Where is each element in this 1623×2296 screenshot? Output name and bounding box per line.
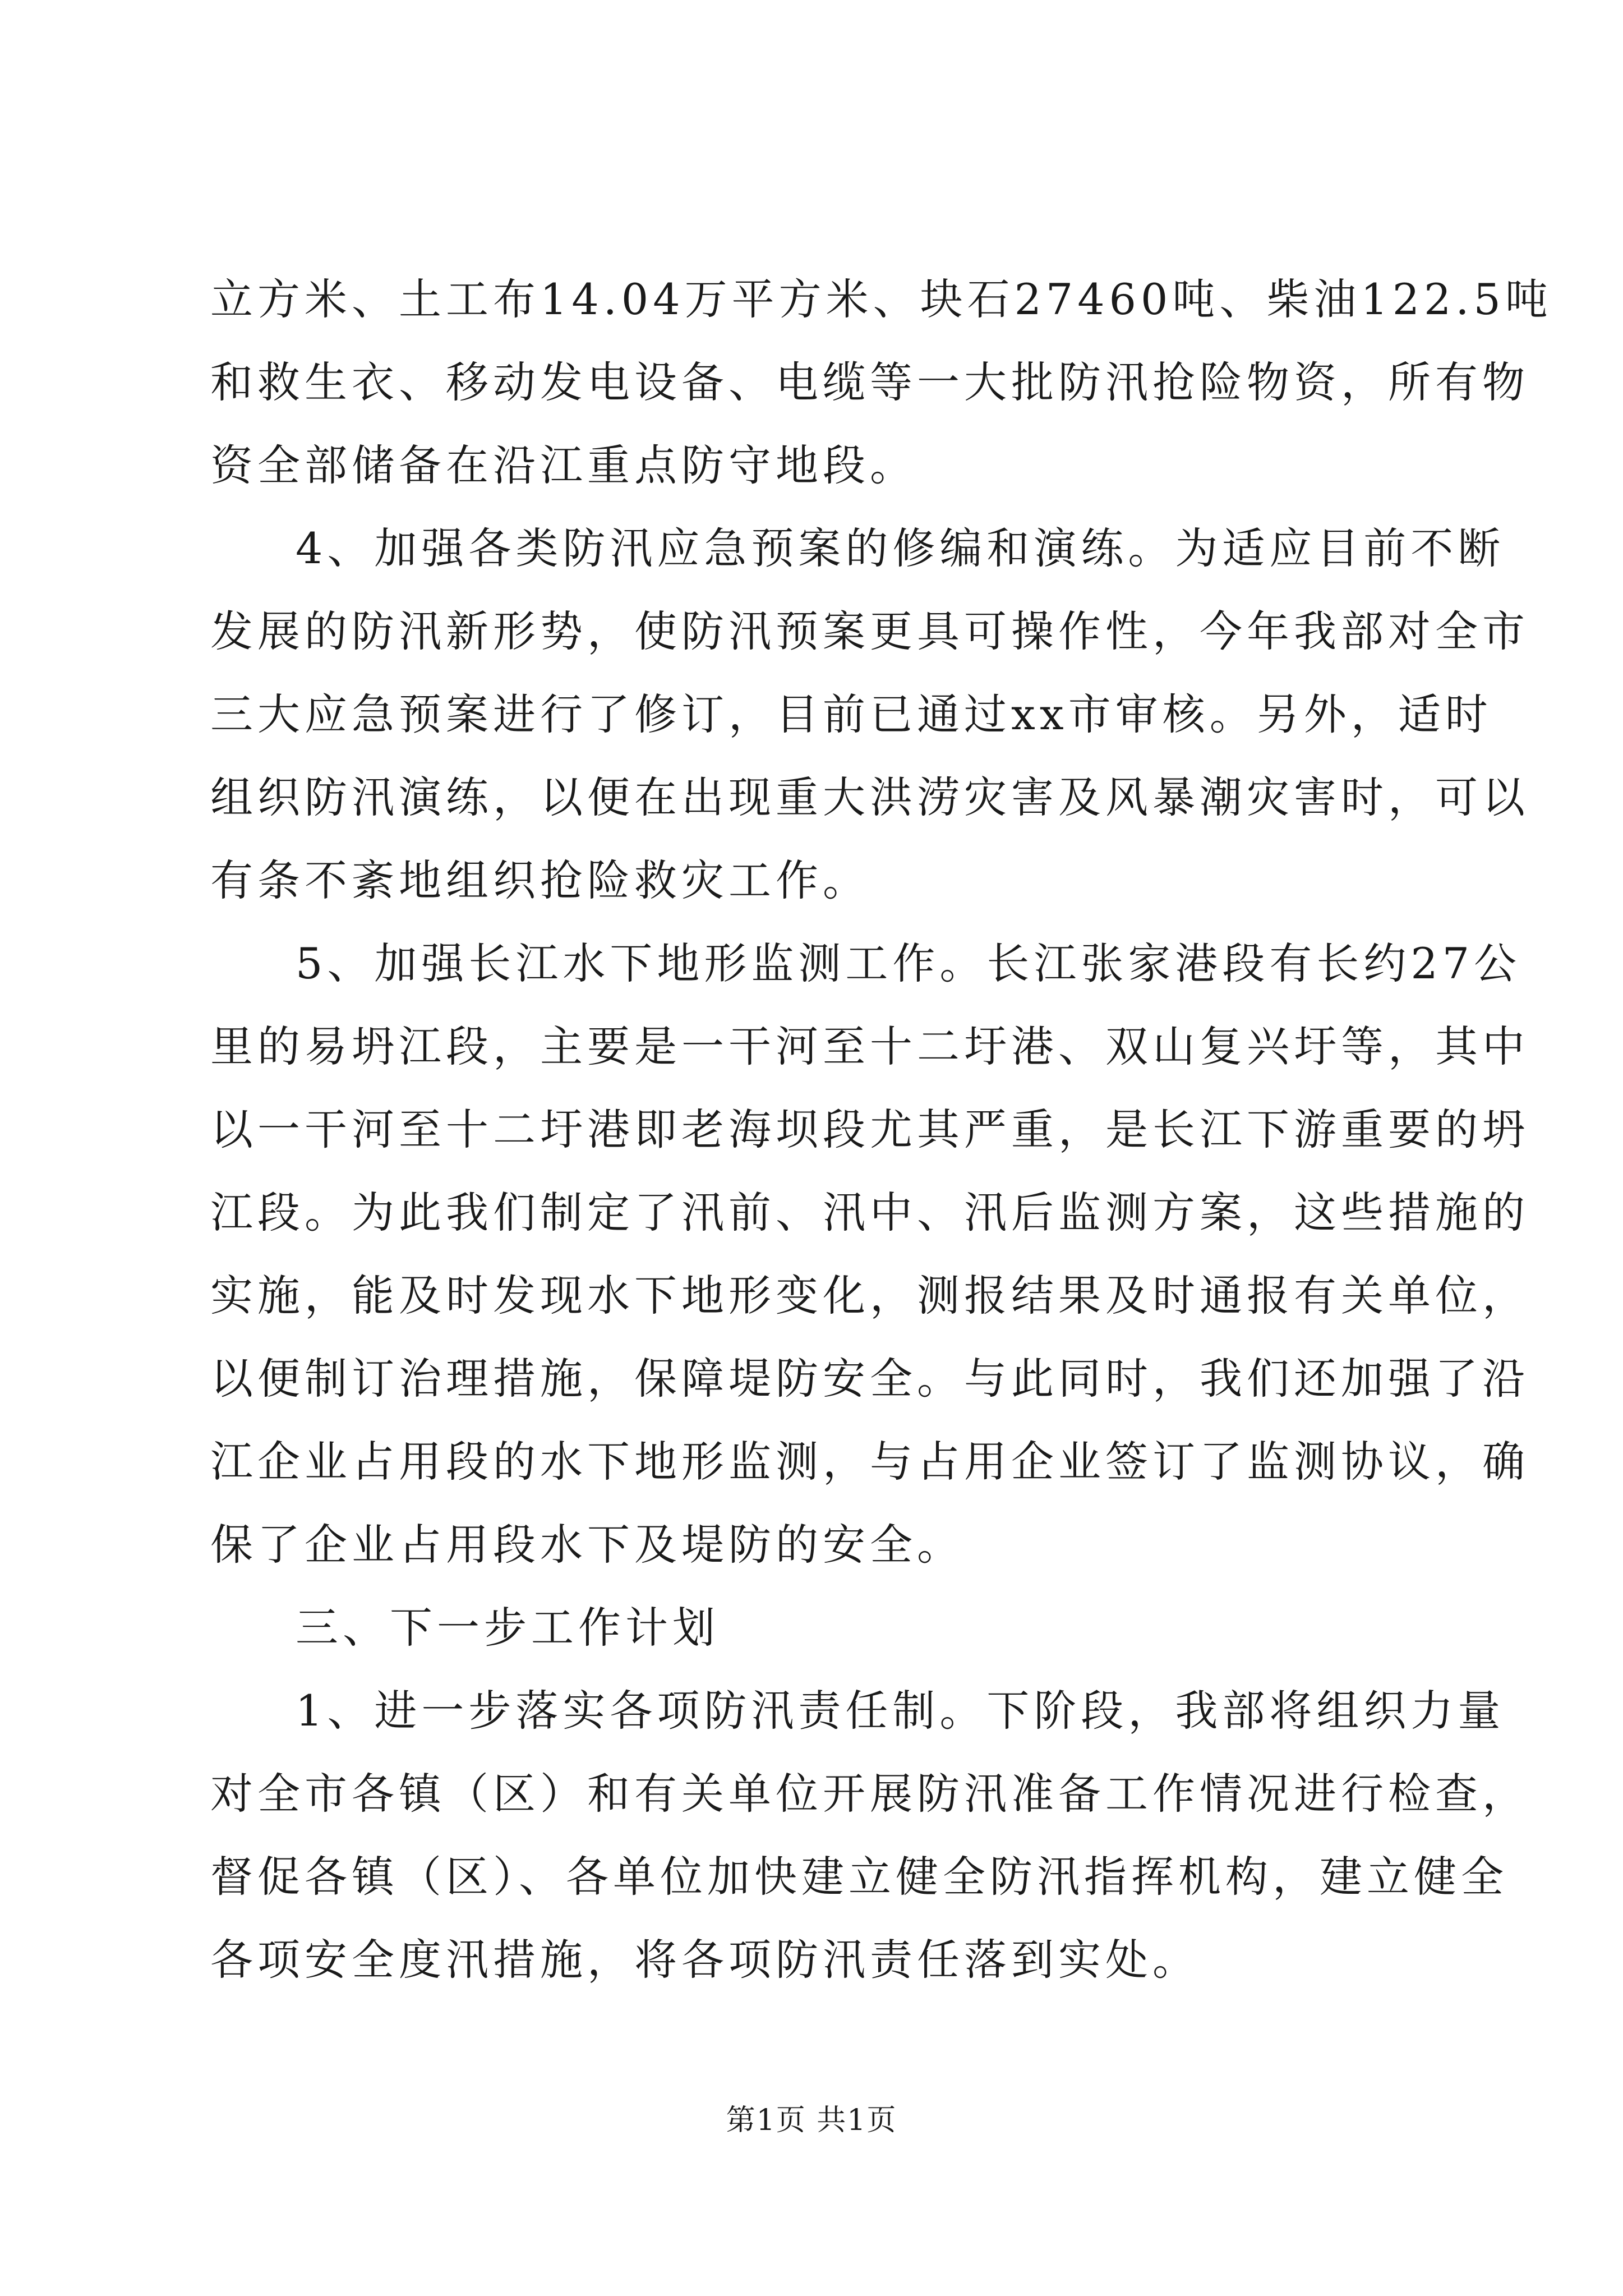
text-line: 实施，能及时发现水下地形变化，测报结果及时通报有关单位， (210, 1271, 1529, 1320)
text-line: 保了企业占用段水下及堤防的安全。 (210, 1520, 964, 1570)
section-heading: 三、下一步工作计划 (296, 1603, 720, 1653)
text-line: 江段。为此我们制定了汛前、汛中、汛后监测方案，这些措施的 (210, 1188, 1529, 1237)
text-line: 督促各镇（区）、各单位加快建立健全防汛指挥机构，建立健全 (210, 1852, 1508, 1902)
text-line: 5、加强长江水下地形监测工作。长江张家港段有长约27公 (296, 938, 1521, 988)
text-line: 发展的防汛新形势，使防汛预案更具可操作性，今年我部对全市 (210, 606, 1529, 656)
text-line: 三大应急预案进行了修订，目前已通过xx市审核。另外，适时 (210, 689, 1492, 739)
text-line: 里的易坍江段，主要是一干河至十二圩港、双山复兴圩等，其中 (210, 1022, 1529, 1071)
text-line: 4、加强各类防汛应急预案的修编和演练。为适应目前不断 (296, 523, 1505, 573)
text-line: 各项安全度汛措施，将各项防汛责任落到实处。 (210, 1935, 1200, 1985)
text-line: 有条不紊地组织抢险救灾工作。 (210, 855, 870, 905)
text-line: 对全市各镇（区）和有关单位开展防汛准备工作情况进行检查， (210, 1769, 1529, 1819)
text-line: 资全部储备在沿江重点防守地段。 (210, 440, 917, 490)
text-line: 以便制订治理措施，保障堤防安全。与此同时，我们还加强了沿 (210, 1354, 1529, 1404)
document-body (210, 258, 1552, 2001)
text-line: 组织防汛演练，以便在出现重大洪涝灾害及风暴潮灾害时，可以 (210, 772, 1529, 822)
text-line: 和救生衣、移动发电设备、电缆等一大批防汛抢险物资，所有物 (210, 357, 1529, 407)
text-line: 1、进一步落实各项防汛责任制。下阶段，我部将组织力量 (296, 1686, 1505, 1736)
text-line: 以一干河至十二圩港即老海坝段尤其严重，是长江下游重要的坍 (210, 1105, 1529, 1154)
text-line: 立方米、土工布14.04万平方米、块石27460吨、柴油122.5吨 (210, 274, 1552, 324)
page-footer: 第1页 共1页 (726, 2104, 897, 2137)
text-line: 江企业占用段的水下地形监测，与占用企业签订了监测协议，确 (210, 1437, 1529, 1487)
